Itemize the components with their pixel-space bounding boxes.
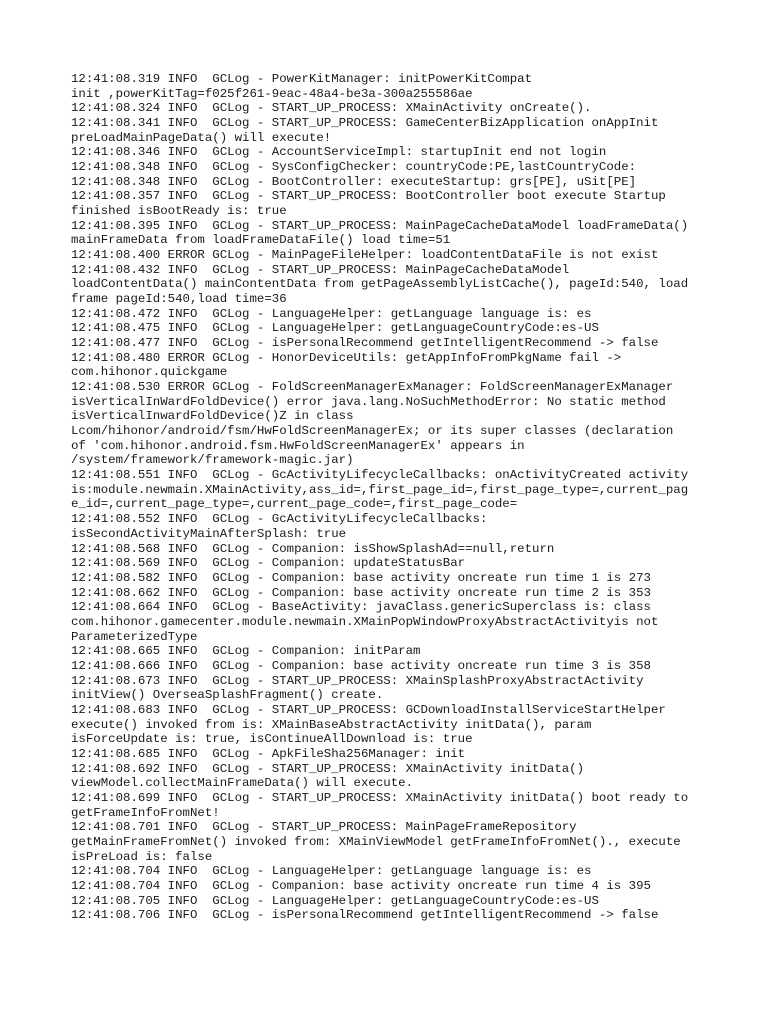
log-line: /system/framework/framework-magic.jar) xyxy=(71,453,354,468)
log-line: Lcom/hihonor/android/fsm/HwFoldScreenManagerEx; or its super classes (declaration xyxy=(71,424,674,439)
log-line: com.hihonor.quickgame xyxy=(71,365,228,380)
log-line: 12:41:08.551 INFO GCLog - GcActivityLifecycleCallbacks: onActivityCreated activity xyxy=(71,468,689,483)
log-line: 12:41:08.705 INFO GCLog - LanguageHelper: getLanguageCountryCode:es-US xyxy=(71,893,599,908)
log-line: 12:41:08.432 INFO GCLog - START_UP_PROCESS: MainPageCacheDataModel xyxy=(71,262,570,277)
log-line: 12:41:08.666 INFO GCLog - Companion: base activity oncreate run time 3 is 358 xyxy=(71,658,651,673)
log-line: finished isBootReady is: true xyxy=(71,204,287,219)
log-line: e_id=,current_page_type=,current_page_code=,first_page_code= xyxy=(71,497,518,512)
log-line: 12:41:08.673 INFO GCLog - START_UP_PROCESS: XMainSplashProxyAbstractActivity xyxy=(71,673,644,688)
log-line: 12:41:08.530 ERROR GCLog - FoldScreenManagerExManager: FoldScreenManagerExManager xyxy=(71,380,674,395)
log-line: mainFrameData from loadFrameDataFile() load time=51 xyxy=(71,233,451,248)
log-line: preLoadMainPageData() will execute! xyxy=(71,130,332,145)
log-line: initView() OverseaSplashFragment() create. xyxy=(71,688,384,703)
log-line: 12:41:08.665 INFO GCLog - Companion: initParam xyxy=(71,644,421,659)
log-line: com.hihonor.gamecenter.module.newmain.XMainPopWindowProxyAbstractActivityis not xyxy=(71,614,659,629)
log-line: 12:41:08.664 INFO GCLog - BaseActivity: javaClass.genericSuperclass is: class xyxy=(71,600,651,615)
log-line: isVerticalInWardFoldDevice() error java.lang.NoSuchMethodError: No static method xyxy=(71,394,666,409)
log-line: 12:41:08.701 INFO GCLog - START_UP_PROCESS: MainPageFrameRepository xyxy=(71,820,577,835)
log-line: 12:41:08.704 INFO GCLog - Companion: base activity oncreate run time 4 is 395 xyxy=(71,878,651,893)
log-line: 12:41:08.346 INFO GCLog - AccountServiceImpl: startupInit end not login xyxy=(71,145,607,160)
log-line: 12:41:08.699 INFO GCLog - START_UP_PROCESS: XMainActivity initData() boot ready to xyxy=(71,790,689,805)
log-line: 12:41:08.568 INFO GCLog - Companion: isShowSplashAd==null,return xyxy=(71,541,555,556)
log-line: isSecondActivityMainAfterSplash: true xyxy=(71,526,347,541)
log-line: getMainFrameFromNet() invoked from: XMainViewModel getFrameInfoFromNet()., execute xyxy=(71,834,681,849)
log-line: isVerticalInwardFoldDevice()Z in class xyxy=(71,409,354,424)
log-line: 12:41:08.685 INFO GCLog - ApkFileSha256Manager: init xyxy=(71,746,466,761)
log-line: 12:41:08.662 INFO GCLog - Companion: base activity oncreate run time 2 is 353 xyxy=(71,585,651,600)
log-line: loadContentData() mainContentData from getPageAssemblyListCache(), pageId:540, load xyxy=(71,277,689,292)
log-line: 12:41:08.475 INFO GCLog - LanguageHelper: getLanguageCountryCode:es-US xyxy=(71,321,599,336)
log-line: 12:41:08.706 INFO GCLog - isPersonalRecommend getIntelligentRecommend -> false xyxy=(71,908,659,923)
log-line: is:module.newmain.XMainActivity,ass_id=,first_page_id=,first_page_type=,current_pag xyxy=(71,482,689,497)
log-line: 12:41:08.692 INFO GCLog - START_UP_PROCESS: XMainActivity initData() xyxy=(71,761,585,776)
log-line: 12:41:08.348 INFO GCLog - BootController: executeStartup: grs[PE], uSit[PE] xyxy=(71,174,637,189)
log-line: init ,powerKitTag=f025f261-9eac-48a4-be3a-300a255586ae xyxy=(71,86,473,101)
log-line: isPreLoad is: false xyxy=(71,849,213,864)
log-line: 12:41:08.472 INFO GCLog - LanguageHelper: getLanguage language is: es xyxy=(71,306,592,321)
log-line: 12:41:08.569 INFO GCLog - Companion: updateStatusBar xyxy=(71,556,466,571)
log-line: 12:41:08.319 INFO GCLog - PowerKitManager: initPowerKitCompat xyxy=(71,72,533,86)
log-line: execute() invoked from is: XMainBaseAbstractActivity initData(), param xyxy=(71,717,592,732)
log-line: isForceUpdate is: true, isContinueAllDownload is: true xyxy=(71,732,473,747)
log-output xyxy=(71,72,711,923)
log-line: 12:41:08.480 ERROR GCLog - HonorDeviceUtils: getAppInfoFromPkgName fail -> xyxy=(71,350,622,365)
log-line: 12:41:08.357 INFO GCLog - START_UP_PROCESS: BootController boot execute Startup xyxy=(71,189,666,204)
log-line: 12:41:08.683 INFO GCLog - START_UP_PROCESS: GCDownloadInstallServiceStartHelper xyxy=(71,702,666,717)
log-line: ParameterizedType xyxy=(71,629,198,644)
log-line: 12:41:08.477 INFO GCLog - isPersonalRecommend getIntelligentRecommend -> false xyxy=(71,336,659,351)
log-line: 12:41:08.552 INFO GCLog - GcActivityLifecycleCallbacks: xyxy=(71,512,488,527)
log-line: 12:41:08.400 ERROR GCLog - MainPageFileHelper: loadContentDataFile is not exist xyxy=(71,248,659,263)
log-line: of 'com.hihonor.android.fsm.HwFoldScreenManagerEx' appears in xyxy=(71,438,525,453)
log-line: 12:41:08.704 INFO GCLog - LanguageHelper: getLanguage language is: es xyxy=(71,864,592,879)
log-line: frame pageId:540,load time=36 xyxy=(71,292,287,307)
log-line: 12:41:08.582 INFO GCLog - Companion: base activity oncreate run time 1 is 273 xyxy=(71,570,651,585)
log-line: 12:41:08.348 INFO GCLog - SysConfigChecker: countryCode:PE,lastCountryCode: xyxy=(71,160,637,175)
log-line: getFrameInfoFromNet! xyxy=(71,805,220,820)
log-line: 12:41:08.395 INFO GCLog - START_UP_PROCESS: MainPageCacheDataModel loadFrameData() xyxy=(71,218,689,233)
log-line: 12:41:08.341 INFO GCLog - START_UP_PROCESS: GameCenterBizApplication onAppInit xyxy=(71,116,659,131)
log-line: viewModel.collectMainFrameData() will execute. xyxy=(71,776,414,791)
log-line: 12:41:08.324 INFO GCLog - START_UP_PROCESS: XMainActivity onCreate(). xyxy=(71,101,592,116)
